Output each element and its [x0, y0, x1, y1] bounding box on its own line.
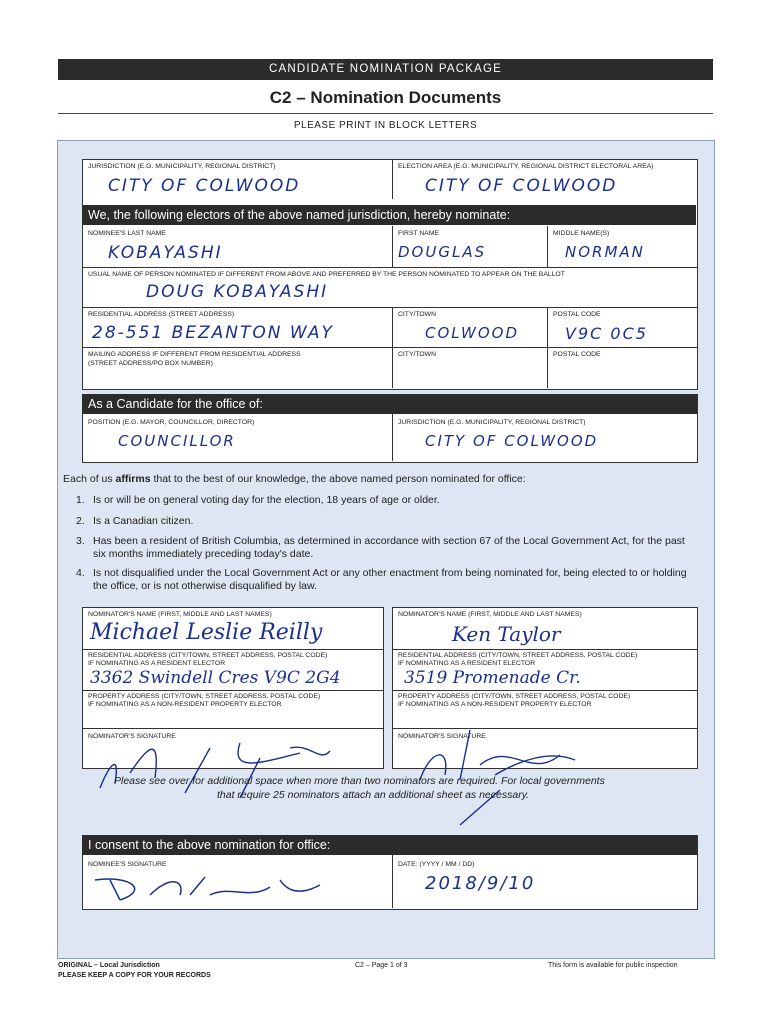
footer-public-inspection: This form is available for public inspection	[548, 962, 678, 969]
mailing-postal-label: POSTAL CODE	[553, 351, 601, 358]
footer-page: C2 – Page 1 of 3	[355, 962, 408, 969]
postal-value[interactable]: V9C 0C5	[565, 324, 648, 343]
page-subtitle: PLEASE PRINT IN BLOCK LETTERS	[293, 120, 478, 131]
page-title: C2 – Nomination Documents	[269, 88, 502, 107]
nominator-1-res-label-2: IF NOMINATING AS A RESIDENT ELECTOR	[88, 660, 226, 667]
affirm-item-1: Is or will be on general voting day for the election, 18 years of age or older.	[93, 494, 440, 506]
middle-name-label: MIDDLE NAME(S)	[553, 230, 610, 237]
mailing-city-label: CITY/TOWN	[398, 351, 437, 358]
nominator-2-name-label: NOMINATOR'S NAME (FIRST, MIDDLE AND LAST NAMES)	[398, 611, 582, 618]
mailing-label: MAILING ADDRESS IF DIFFERENT FROM RESIDENTIAL ADDRESS	[88, 351, 301, 358]
last-name-value[interactable]: KOBAYASHI	[108, 243, 223, 263]
affirm-item-3: Has been a resident of British Columbia, as determined in accordance with section 67 of the Local Government Act, for the past six months immediately preceding today's date.	[93, 535, 685, 560]
postal-label: POSTAL CODE	[553, 311, 601, 318]
footer-keep-copy: PLEASE KEEP A COPY FOR YOUR RECORDS	[58, 972, 211, 979]
affirm-item-num: 3.	[76, 535, 85, 547]
date-value[interactable]: 2018/9/10	[425, 873, 536, 894]
nominator-2-sig-label: NOMINATOR'S SIGNATURE	[398, 733, 486, 740]
nominator-2-prop-label: PROPERTY ADDRESS (CITY/TOWN, STREET ADDRESS, POSTAL CODE)	[398, 693, 631, 700]
nominator-1-sig-label: NOMINATOR'S SIGNATURE	[88, 733, 176, 740]
election-area-label: ELECTION AREA (E.G. MUNICIPALITY, REGIONAL DISTRICT ELECTORAL AREA)	[398, 163, 654, 170]
office-jurisdiction-value[interactable]: CITY OF COLWOOD	[425, 432, 599, 450]
affirm-intro: Each of us affirms that to the best of our knowledge, the above named person nominated for office:	[63, 473, 526, 485]
consent-bar: I consent to the above nomination for office:	[82, 835, 697, 855]
city-label: CITY/TOWN	[398, 311, 437, 318]
last-name-label: NOMINEE'S LAST NAME	[88, 230, 166, 237]
first-name-label: FIRST NAME	[398, 230, 440, 237]
nominator-2-address[interactable]: 3519 Promenade Cr.	[404, 668, 581, 688]
nominator-2-prop-label-2: IF NOMINATING AS A NON-RESIDENT PROPERTY ELECTOR	[398, 701, 592, 708]
affirm-item-2: Is a Canadian citizen.	[93, 515, 194, 527]
footer-original: ORIGINAL – Local Jurisdiction	[58, 962, 160, 969]
usual-name-label: USUAL NAME OF PERSON NOMINATED IF DIFFERENT FROM ABOVE AND PREFERRED BY THE PERSON NOMINATED TO APPEAR ON THE BALLOT	[88, 271, 565, 278]
nominee-signature-label: NOMINEE'S SIGNATURE	[88, 861, 167, 868]
city-value[interactable]: COLWOOD	[425, 324, 520, 342]
usual-name-value[interactable]: DOUG KOBAYASHI	[146, 282, 329, 302]
affirm-item-num: 4.	[76, 567, 85, 579]
affirm-item-num: 2.	[76, 515, 85, 527]
nominator-1-name[interactable]: Michael Leslie Reilly	[90, 620, 323, 645]
mailing-label-2: (STREET ADDRESS/PO BOX NUMBER)	[88, 360, 213, 367]
election-area-value[interactable]: CITY OF COLWOOD	[425, 176, 618, 196]
jurisdiction-value[interactable]: CITY OF COLWOOD	[108, 176, 301, 196]
date-label: DATE: (YYYY / MM / DD)	[398, 861, 475, 868]
first-name-value[interactable]: DOUGLAS	[398, 243, 487, 261]
nominator-2-name[interactable]: Ken Taylor	[452, 622, 561, 646]
jurisdiction-label: JURISDICTION (E.G. MUNICIPALITY, REGIONAL DISTRICT)	[88, 163, 276, 170]
residential-value[interactable]: 28-551 BEZANTON WAY	[92, 323, 334, 343]
affirm-item-4: Is not disqualified under the Local Government Act or any other enactment from being nominated for, being elected to or holding the office, or is not otherwise disqualified by law.	[93, 567, 687, 592]
nominator-note-2: that require 25 nominators attach an additional sheet as necessary.	[217, 789, 530, 801]
nominator-note-1: Please see over for additional space when more than two nominators are required. For local governments	[114, 775, 605, 787]
office-bar: As a Candidate for the office of:	[82, 394, 697, 414]
middle-name-value[interactable]: NORMAN	[565, 243, 645, 261]
package-header-bar: CANDIDATE NOMINATION PACKAGE	[58, 59, 713, 80]
position-label: POSITION (E.G. MAYOR, COUNCILLOR, DIRECTOR)	[88, 419, 255, 426]
affirm-item-num: 1.	[76, 494, 85, 506]
nominate-bar: We, the following electors of the above named jurisdiction, hereby nominate:	[82, 205, 696, 225]
nominator-1-prop-label-2: IF NOMINATING AS A NON-RESIDENT PROPERTY ELECTOR	[88, 701, 282, 708]
nominator-1-res-label: RESIDENTIAL ADDRESS (CITY/TOWN, STREET ADDRESS, POSTAL CODE)	[88, 652, 328, 659]
residential-label: RESIDENTIAL ADDRESS (STREET ADDRESS)	[88, 311, 235, 318]
office-jurisdiction-label: JURISDICTION (E.G. MUNICIPALITY, REGIONAL DISTRICT)	[398, 419, 586, 426]
title-rule	[58, 113, 713, 114]
position-value[interactable]: COUNCILLOR	[118, 432, 236, 450]
nominator-2-res-label: RESIDENTIAL ADDRESS (CITY/TOWN, STREET ADDRESS, POSTAL CODE)	[398, 652, 638, 659]
nominator-1-address[interactable]: 3362 Swindell Cres V9C 2G4	[90, 668, 341, 688]
nominee-signature[interactable]	[90, 865, 340, 907]
nominator-1-name-label: NOMINATOR'S NAME (FIRST, MIDDLE AND LAST NAMES)	[88, 611, 272, 618]
nominator-2-res-label-2: IF NOMINATING AS A RESIDENT ELECTOR	[398, 660, 536, 667]
nominator-1-prop-label: PROPERTY ADDRESS (CITY/TOWN, STREET ADDRESS, POSTAL CODE)	[88, 693, 321, 700]
